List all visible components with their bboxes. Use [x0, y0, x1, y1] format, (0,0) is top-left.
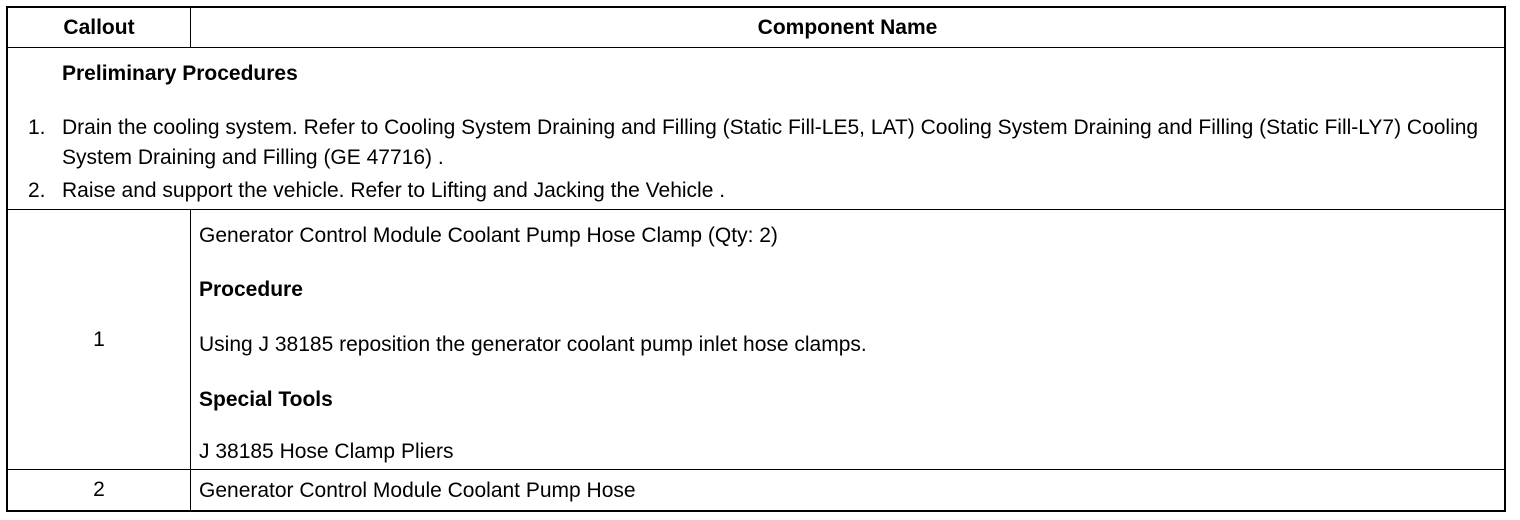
table-header-row [8, 8, 1504, 48]
callout-cell: 1 [93, 327, 105, 351]
component-name-column-header: Component Name [757, 15, 938, 39]
component-name: Generator Control Module Coolant Pump Hose Clamp (Qty: 2) [199, 224, 778, 247]
step-number: 1. [28, 116, 46, 139]
preliminary-procedures-title: Preliminary Procedures [62, 62, 298, 85]
procedure-heading: Procedure [199, 278, 303, 301]
component-name: Generator Control Module Coolant Pump Hose [199, 479, 636, 502]
step-text: Drain the cooling system. Refer to Cooling System Draining and Filling (Static Fill-LE5, LAT) Cooling System Draining and Filling (Static Fill-LY7) Cooling System Draining and Filling (GE 47716) . [62, 116, 1479, 169]
procedure-text: Using J 38185 reposition the generator coolant pump inlet hose clamps. [199, 333, 867, 356]
step-number: 2. [28, 179, 46, 202]
component-table [6, 6, 1506, 512]
callout-cell: 2 [93, 478, 105, 501]
component-name-cell [191, 470, 1504, 510]
table-row [8, 470, 1504, 510]
special-tools-text: J 38185 Hose Clamp Pliers [199, 440, 454, 463]
callout-column-header: Callout [63, 15, 135, 39]
preliminary-procedures-row [8, 48, 1504, 210]
table-row [8, 210, 1504, 470]
component-name-cell [191, 210, 1504, 469]
step-text: Raise and support the vehicle. Refer to Lifting and Jacking the Vehicle . [62, 179, 726, 202]
special-tools-heading: Special Tools [199, 388, 333, 411]
